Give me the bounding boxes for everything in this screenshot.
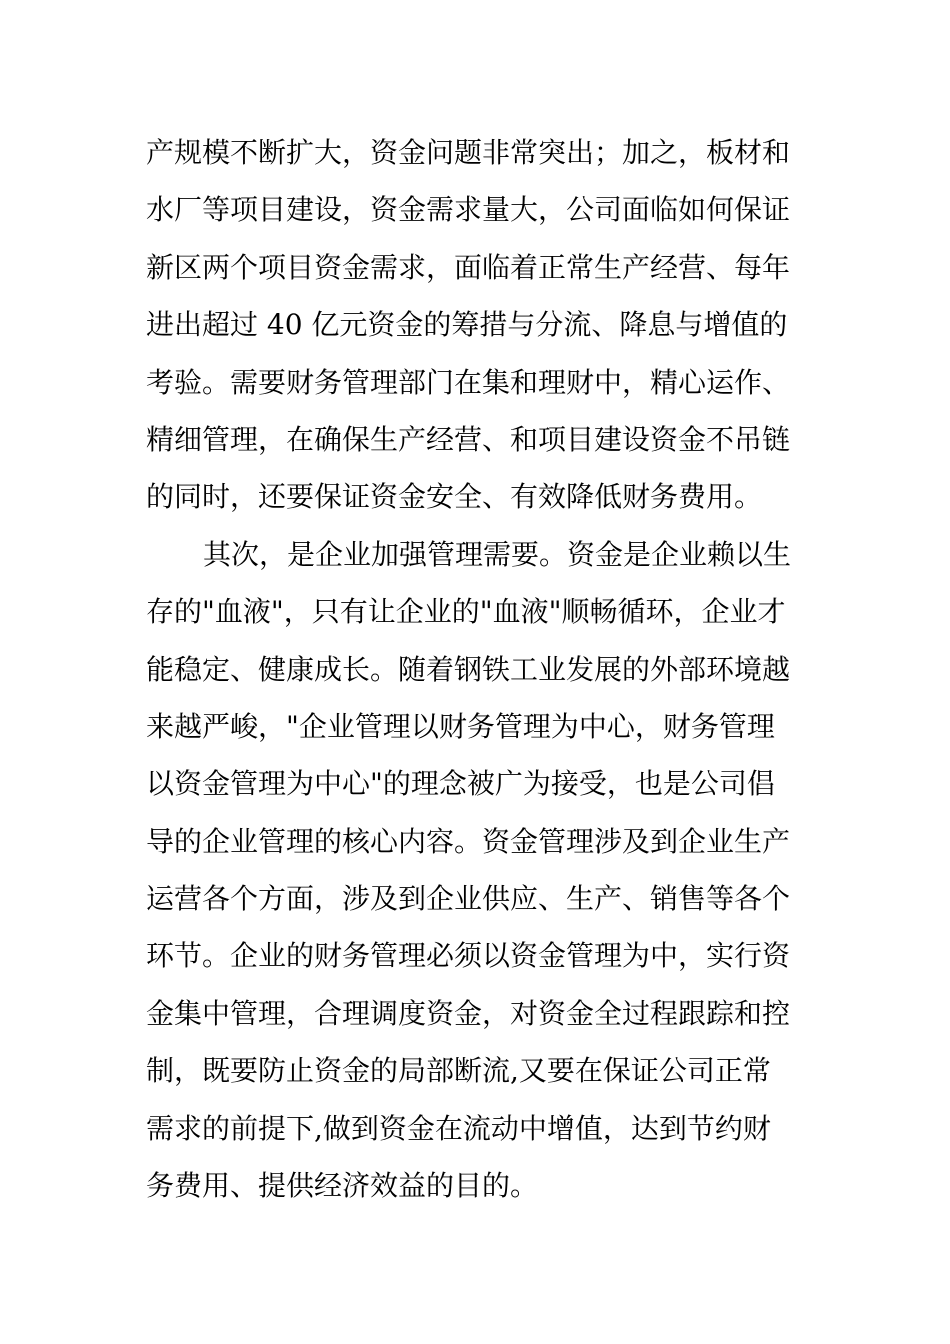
text-line: 以资金管理为中心"的理念被广为接受，也是公司倡	[146, 767, 775, 801]
text-line: 其次，是企业加强管理需要。资金是企业赖以生	[203, 537, 792, 571]
text-line: 存的"血液"，只有让企业的"血液"顺畅循环，企业才	[146, 595, 786, 629]
text-line: 水厂等项目建设，资金需求量大，公司面临如何保证	[146, 193, 791, 227]
text-line: 精细管理，在确保生产经营、和项目建设资金不吊链	[146, 422, 791, 456]
text-line: 进出超过 40 亿元资金的筹措与分流、降息与增值的	[146, 308, 788, 342]
paragraph-1	[146, 124, 808, 526]
text-line: 运营各个方面，涉及到企业供应、生产、销售等各个	[146, 882, 791, 916]
text-line: 产规模不断扩大，资金问题非常突出；加之，板材和	[146, 136, 791, 169]
text-line: 环节。企业的财务管理必须以资金管理为中，实行资	[146, 939, 791, 973]
text-line: 金集中管理，合理调度资金，对资金全过程跟踪和控	[146, 996, 791, 1030]
text-line: 制，既要防止资金的局部断流,又要在保证公司正常	[146, 1054, 771, 1088]
text-line: 的同时，还要保证资金安全、有效降低财务费用。	[146, 480, 763, 514]
text-line: 需求的前提下,做到资金在流动中增值，达到节约财	[146, 1111, 771, 1145]
text-line: 能稳定、健康成长。随着钢铁工业发展的外部环境越	[146, 652, 791, 686]
body-text	[146, 124, 808, 1214]
text-line: 导的企业管理的核心内容。资金管理涉及到企业生产	[146, 824, 791, 858]
paragraph-2	[146, 526, 808, 1215]
text-line: 务费用、提供经济效益的目的。	[146, 1169, 539, 1203]
text-line: 考验。需要财务管理部门在集和理财中，精心运作、	[146, 365, 791, 399]
text-line: 新区两个项目资金需求，面临着正常生产经营、每年	[146, 250, 791, 284]
text-line: 来越严峻，"企业管理以财务管理为中心，财务管理	[146, 709, 775, 743]
